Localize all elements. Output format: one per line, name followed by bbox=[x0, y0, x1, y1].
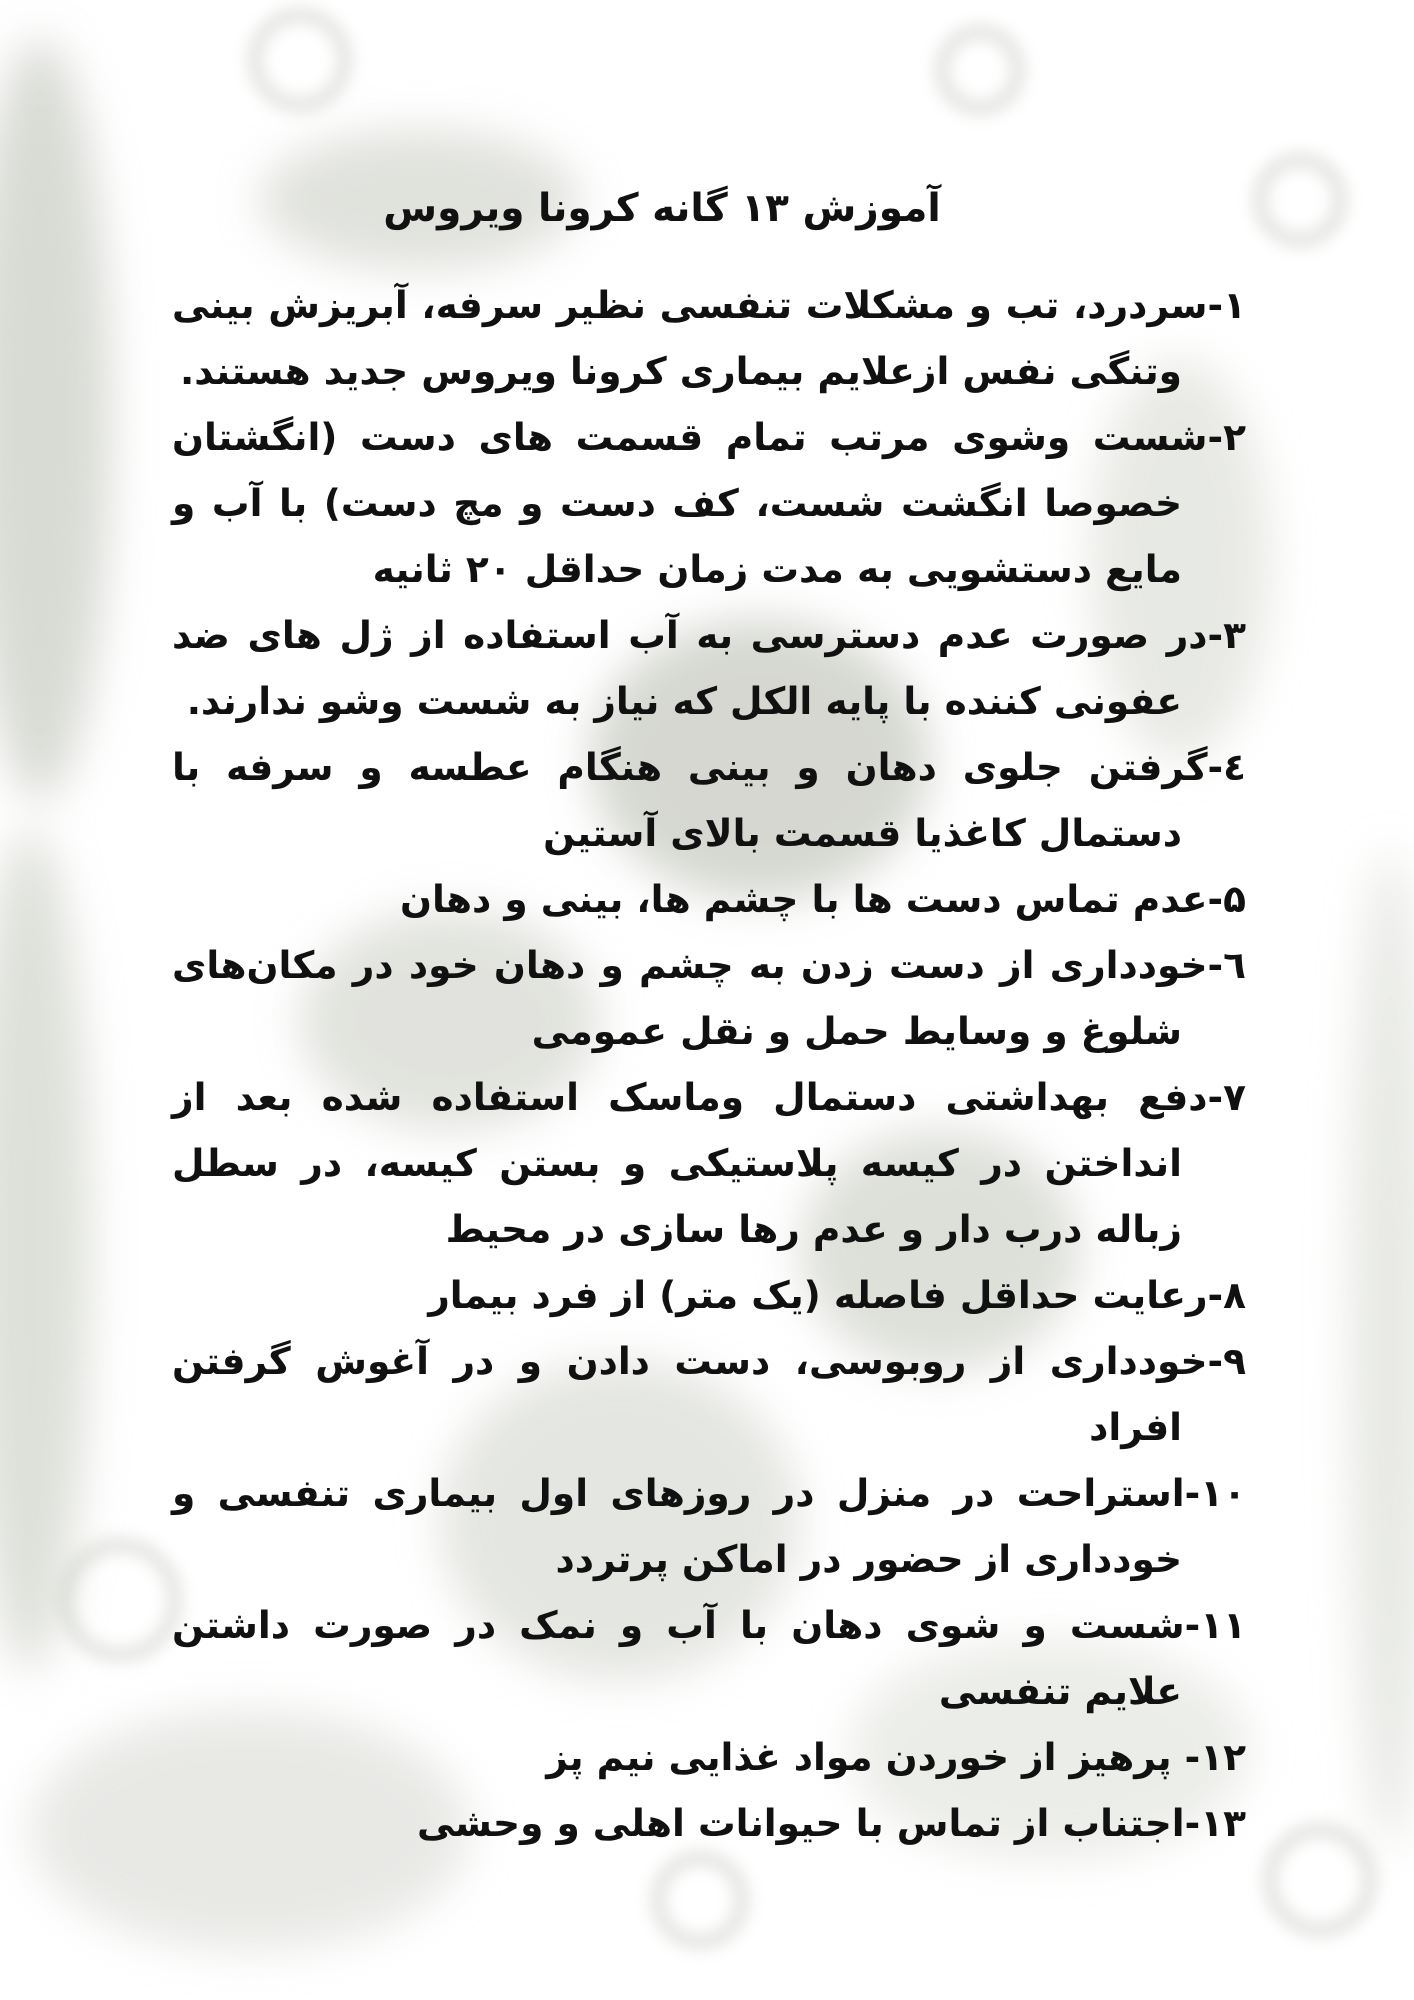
guideline-item-2: ۲-شست وشوی مرتب تمام قسمت های دست (انگشتان خصوصا انگشت شست، کف دست و مچ دست) با آب و مایع دستشویی به مدت زمان حداقل ۲۰ ثانیه bbox=[172, 415, 1246, 591]
guideline-item-5: ۵-عدم تماس دست ها با چشم ها، بینی و دهان bbox=[399, 877, 1246, 921]
guideline-item-3: ۳-در صورت عدم دسترسی به آب استفاده از ژل های ضد عفونی کننده با پایه الکل که نیاز به شست وشو ندارند. bbox=[172, 613, 1246, 723]
guideline-item-13: ۱۳-اجتناب از تماس با حیوانات اهلی و وحشی bbox=[416, 1801, 1246, 1845]
guidelines-list bbox=[172, 272, 1246, 1856]
guideline-item-9: ۹-خودداری از روبوسی، دست دادن و در آغوش گرفتن افراد bbox=[172, 1339, 1246, 1449]
guideline-item-12: ۱۲- پرهیز از خوردن مواد غذایی نیم پز bbox=[546, 1735, 1246, 1779]
guideline-item-4: ٤-گرفتن جلوی دهان و بینی هنگام عطسه و سرفه با دستمال کاغذیا قسمت بالای آستین bbox=[172, 745, 1246, 855]
guideline-item-10: ۱۰-استراحت در منزل در روزهای اول بیماری تنفسی و خودداری از حضور در اماکن پرتردد bbox=[172, 1471, 1246, 1581]
guideline-item-8: ۸-رعایت حداقل فاصله (یک متر) از فرد بیمار bbox=[428, 1273, 1246, 1317]
guideline-item-1: ۱-سردرد، تب و مشکلات تنفسی نظیر سرفه، آبریزش بینی وتنگی نفس ازعلایم بیماری کرونا ویروس جدید هستند. bbox=[172, 283, 1246, 393]
guideline-item-6: ٦-خودداری از دست زدن به چشم و دهان خود در مکان‌های شلوغ و وسایط حمل و نقل عمومی bbox=[172, 943, 1246, 1053]
guideline-item-11: ۱۱-شست و شوی دهان با آب و نمک در صورت داشتن علایم تنفسی bbox=[172, 1603, 1246, 1713]
document-title: آموزش ۱۳ گانه کرونا ویروس bbox=[383, 186, 941, 231]
guideline-item-7: ۷-دفع بهداشتی دستمال وماسک استفاده شده بعد از انداختن در کیسه پلاستیکی و بستن کیسه، در سطل زباله درب دار و عدم رها سازی در محیط bbox=[172, 1075, 1246, 1251]
